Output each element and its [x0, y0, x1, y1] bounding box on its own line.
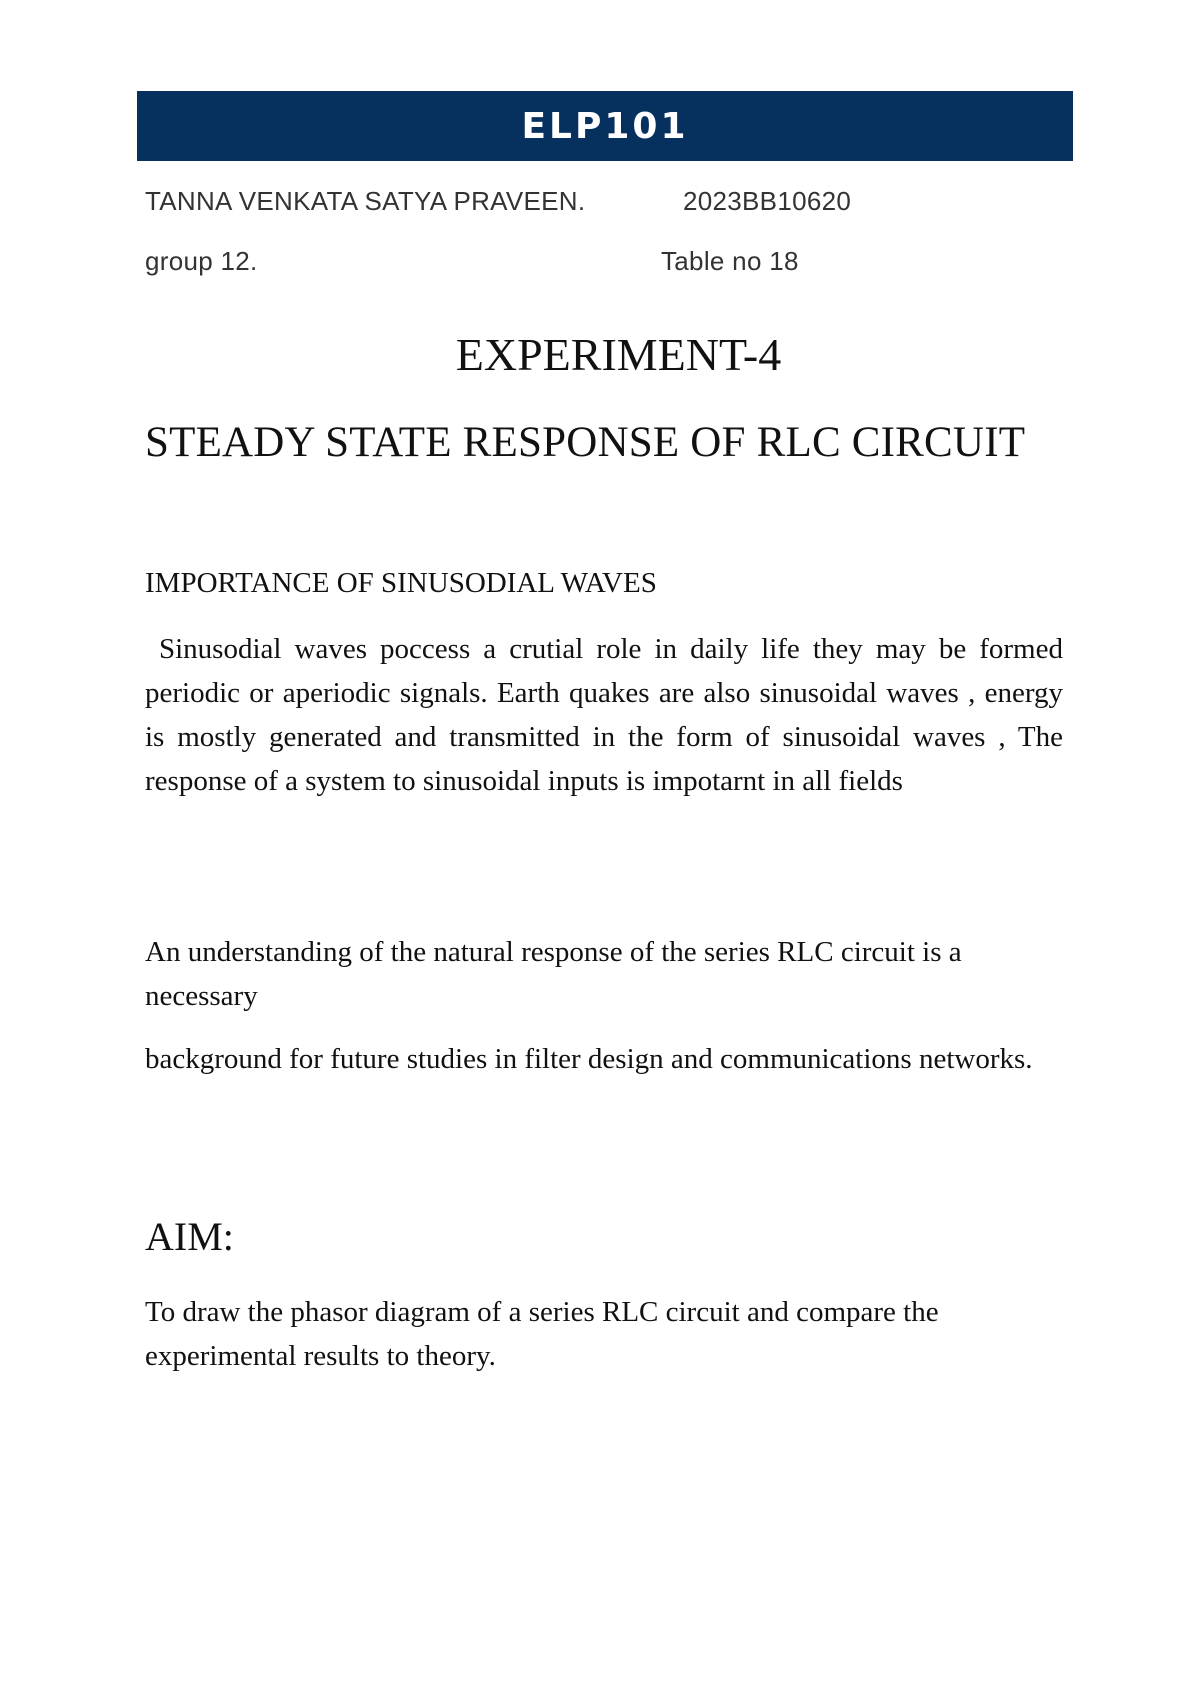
course-code: ELP101: [521, 105, 689, 147]
course-header-bar: [137, 91, 1073, 161]
aim-heading: AIM:: [145, 1214, 234, 1259]
student-roll-number: 2023BB10620: [683, 186, 852, 216]
experiment-number: EXPERIMENT-4: [455, 329, 782, 380]
group-number: group 12.: [145, 246, 258, 276]
importance-note-1: An understanding of the natural response of the series RLC circuit is a necessary: [145, 936, 962, 1012]
aim-text: To draw the phasor diagram of a series RLC circuit and compare the experimental results to theory.: [145, 1296, 939, 1372]
experiment-title: STEADY STATE RESPONSE OF RLC CIRCUIT: [145, 419, 1026, 466]
student-name: TANNA VENKATA SATYA PRAVEEN.: [145, 186, 586, 216]
importance-heading: IMPORTANCE OF SINUSODIAL WAVES: [145, 567, 657, 599]
importance-paragraph: Sinusodial waves poccess a crutial role in daily life they may be formed periodic or aperiodic signals. Earth quakes are also sinusoidal waves , energy is mostly generated and transmitted in the form of sinusoidal waves , The response of a system to sinusoidal inputs is impotarnt in all fields: [145, 633, 1063, 797]
table-number: Table no 18: [661, 246, 799, 276]
importance-note-2: background for future studies in filter design and communications networks.: [145, 1043, 1033, 1075]
